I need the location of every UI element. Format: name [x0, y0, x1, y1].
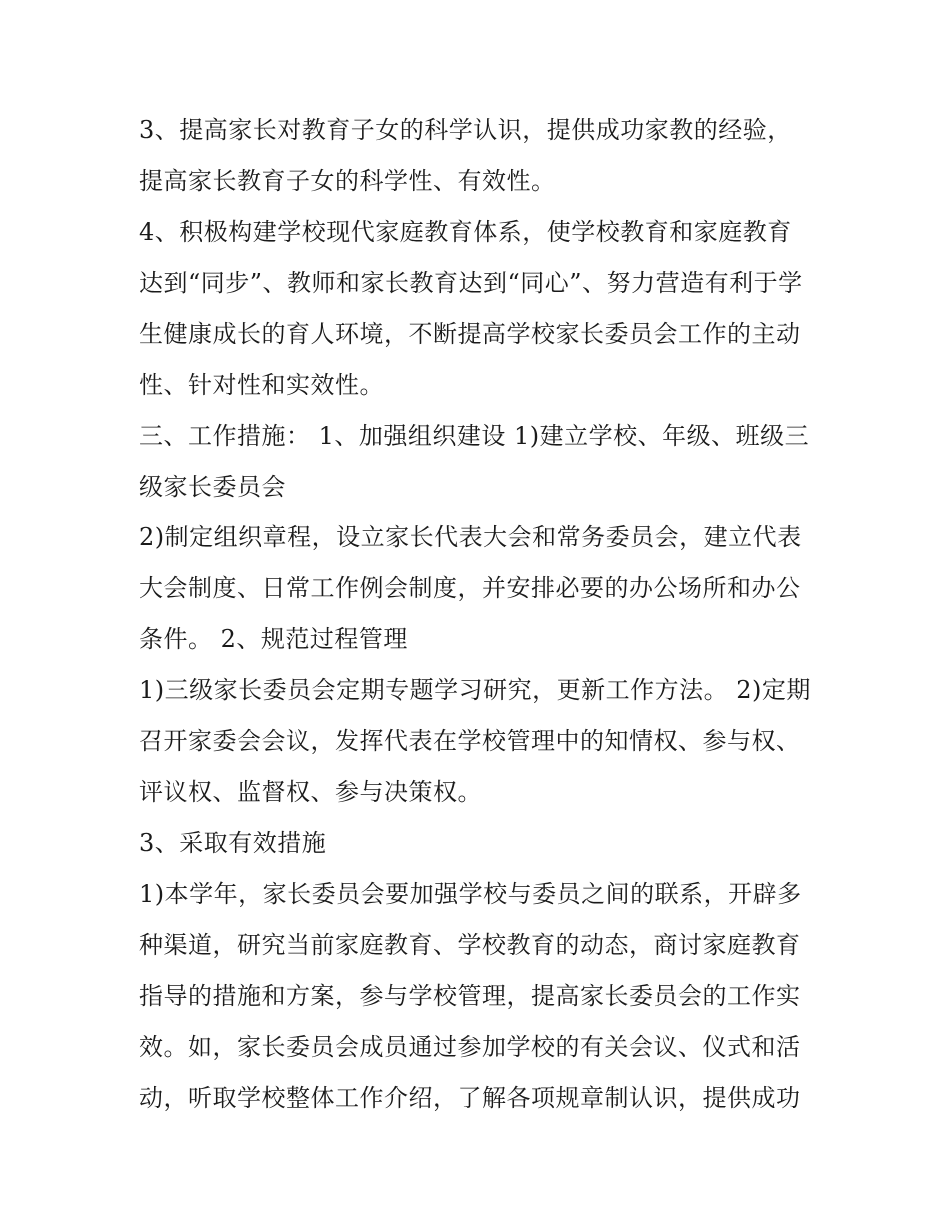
text-line: 级家长委员会 [139, 473, 286, 501]
text-line: 3、采取有效措施 [139, 829, 327, 857]
text-line: 性、针对性和实效性。 [139, 371, 384, 399]
text-line: 1)三级家长委员会定期专题学习研究，更新工作方法。 2)定期 [139, 676, 811, 704]
text-line: 2)制定组织章程，设立家长代表大会和常务委员会，建立代表 [139, 523, 802, 551]
text-line: 指导的措施和方案，参与学校管理，提高家长委员会的工作实 [139, 982, 801, 1010]
text-line: 召开家委会会议，发挥代表在学校管理中的知情权、参与权、 [139, 727, 801, 755]
text-line: 生健康成长的育人环境，不断提高学校家长委员会工作的主动 [139, 320, 801, 348]
text-line: 大会制度、日常工作例会制度，并安排必要的办公场所和办公 [139, 574, 801, 602]
text-line: 达到“同步”、教师和家长教育达到“同心”、努力营造有利于学 [139, 269, 803, 297]
text-line: 提高家长教育子女的科学性、有效性。 [139, 167, 556, 195]
text-line: 种渠道，研究当前家庭教育、学校教育的动态，商讨家庭教育 [139, 931, 801, 959]
text-line: 3、提高家长对教育子女的科学认识，提供成功家教的经验， [139, 116, 792, 144]
text-line: 1)本学年，家长委员会要加强学校与委员之间的联系，开辟多 [139, 880, 802, 908]
text-line: 4、积极构建学校现代家庭教育体系，使学校教育和家庭教育 [139, 218, 792, 246]
text-line: 动，听取学校整体工作介绍，了解各项规章制认识，提供成功 [139, 1084, 801, 1112]
text-line: 效。如，家长委员会成员通过参加学校的有关会议、仪式和活 [139, 1033, 801, 1061]
text-line: 评议权、监督权、参与决策权。 [139, 778, 482, 806]
text-line: 三、工作措施： 1、加强组织建设 1)建立学校、年级、班级三 [139, 422, 810, 450]
text-line: 条件。 2、规范过程管理 [139, 625, 408, 653]
